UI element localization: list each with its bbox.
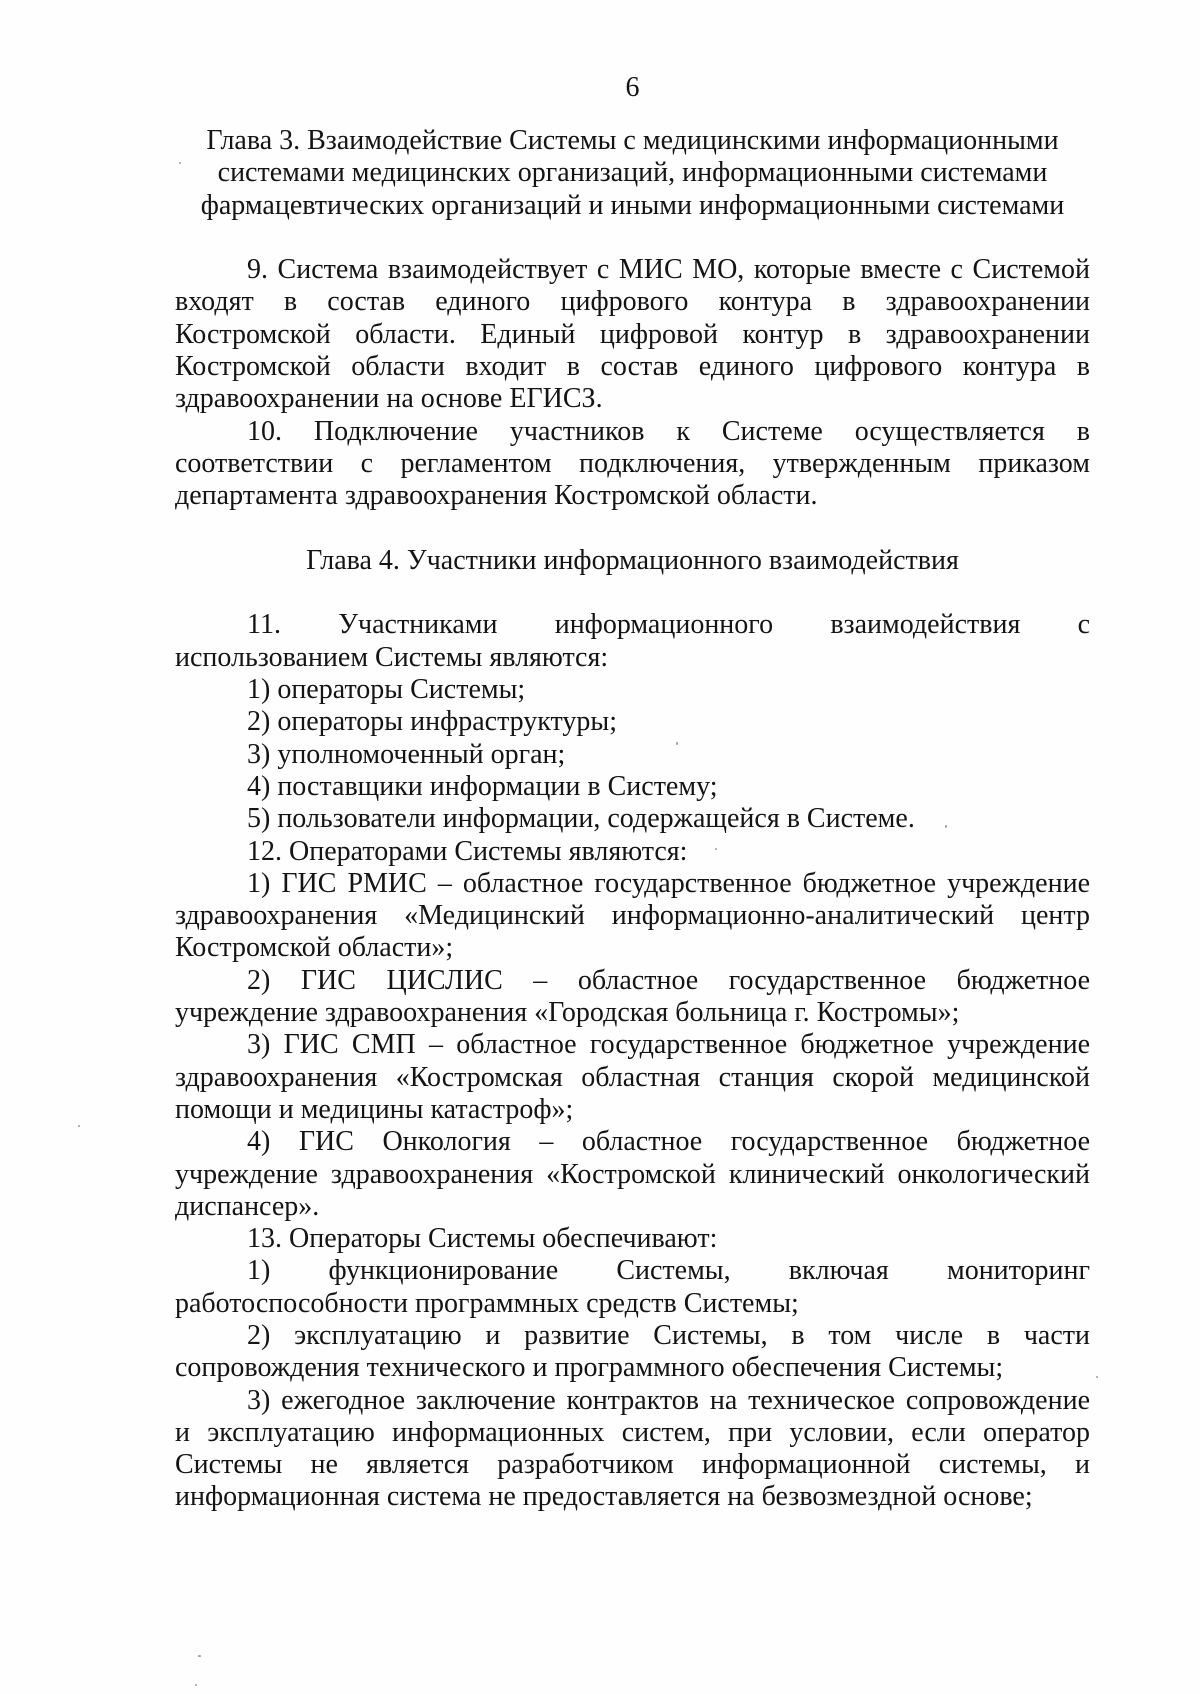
- list-item: [175, 868, 1090, 965]
- list-item-line: 2) ГИС ЦИСЛИС – областное государственное бюджетное: [247, 964, 1090, 996]
- list-item: 3) уполномоченный орган;: [247, 738, 566, 770]
- clause-line: 13. Операторы Системы обеспечивают:: [247, 1223, 718, 1255]
- list-item-line: диспансер».: [175, 1190, 320, 1222]
- list-item-line: Системы не является разработчиком информационной системы, и: [175, 1449, 1090, 1481]
- clause-12: [175, 836, 1090, 1224]
- clause-line: 10. Подключение участников к Системе осуществляется в: [247, 415, 1090, 447]
- clause-line: Костромской области входит в состав единого цифрового контура в: [175, 351, 1090, 383]
- list-item-line: учреждение здравоохранения «Городская больница г. Костромы»;: [175, 997, 960, 1029]
- list-item: 2) операторы инфраструктуры;: [247, 706, 617, 738]
- scan-speck: [715, 848, 717, 850]
- clause-line: входят в состав единого цифрового контура в здравоохранении: [175, 286, 1090, 318]
- clause-line: 9. Система взаимодействует с МИС МО, которые вместе с Системой: [247, 254, 1090, 286]
- list-item: 1) операторы Системы;: [247, 674, 526, 706]
- list-item-line: Костромской области»;: [175, 932, 454, 964]
- chapter-4-heading: Глава 4. Участники информационного взаимодействия: [306, 544, 959, 576]
- blank-line: [175, 513, 1090, 545]
- list-item: [175, 1385, 1090, 1514]
- list-item-line: 1) ГИС РМИС – областное государственное бюджетное учреждение: [247, 867, 1090, 899]
- scan-speck: [198, 1655, 201, 1657]
- list-item: 4) поставщики информации в Систему;: [247, 770, 718, 802]
- clause-13: [175, 1223, 1090, 1514]
- list-item-line: 4) ГИС Онкология – областное государственное бюджетное: [247, 1126, 1090, 1158]
- scan-speck: [195, 1684, 197, 1686]
- clause-9: [175, 254, 1090, 415]
- list-item: [175, 1320, 1090, 1385]
- list-item-line: 3) ежегодное заключение контрактов на техническое сопровождение: [247, 1384, 1090, 1416]
- scan-speck: [676, 742, 678, 745]
- list-item-line: и эксплуатацию информационных систем, при условии, если оператор: [175, 1416, 1090, 1448]
- list-item: [175, 965, 1090, 1030]
- list-item-line: 3) ГИС СМП – областное государственное бюджетное учреждение: [247, 1029, 1090, 1061]
- blank-line: [175, 222, 1090, 254]
- clause-line: 12. Операторами Системы являются:: [247, 835, 688, 867]
- chapter-heading-line: системами медицинских организаций, информационными системами: [217, 157, 1048, 189]
- list-item-line: 1) функционирование Системы, включая мониторинг: [247, 1255, 1090, 1287]
- list-item-line: информационная система не предоставляется на безвозмездной основе;: [175, 1481, 1033, 1513]
- clause-11: [175, 609, 1090, 835]
- list-item: 5) пользователи информации, содержащейся в Системе.: [247, 803, 915, 835]
- list-item-line: здравоохранения «Медицинский информационно-аналитический центр: [175, 900, 1090, 932]
- clause-line: 11. Участниками информационного взаимодействия с: [247, 609, 1090, 641]
- list-item-line: помощи и медицины катастроф»;: [175, 1093, 574, 1125]
- list-item-line: здравоохранения «Костромская областная станция скорой медицинской: [175, 1061, 1090, 1093]
- chapter-heading-line: фармацевтических организаций и иными информационными системами: [200, 189, 1065, 221]
- scan-speck: [78, 1125, 80, 1127]
- clause-10: [175, 416, 1090, 513]
- list-item: [175, 1255, 1090, 1320]
- clause-line: Костромской области. Единый цифровой контур в здравоохранении: [175, 318, 1090, 350]
- page-number: 6: [625, 72, 640, 103]
- blank-line: [175, 577, 1090, 609]
- clause-line: департамента здравоохранения Костромской области.: [175, 480, 818, 512]
- document-body: [175, 125, 1090, 1514]
- clause-line: использованием Системы являются:: [175, 641, 609, 673]
- chapter-heading-line: Глава 3. Взаимодействие Системы с медицинскими информационными: [206, 125, 1059, 156]
- scan-speck: [179, 162, 181, 164]
- list-item-line: работоспособности программных средств Системы;: [175, 1287, 799, 1319]
- clause-line: соответствии с регламентом подключения, утвержденным приказом: [175, 447, 1090, 479]
- list-item: [175, 1029, 1090, 1126]
- list-item: [175, 1126, 1090, 1223]
- clause-line: здравоохранении на основе ЕГИСЗ.: [175, 383, 603, 415]
- scan-speck: [1096, 1376, 1098, 1378]
- list-item-line: учреждение здравоохранения «Костромской клинический онкологический: [175, 1158, 1090, 1190]
- list-item-line: сопровождения технического и программного обеспечения Системы;: [175, 1352, 1004, 1384]
- scan-speck: [945, 825, 947, 828]
- chapter-3-heading: [175, 125, 1090, 222]
- list-item-line: 2) эксплуатацию и развитие Системы, в том числе в части: [247, 1319, 1090, 1351]
